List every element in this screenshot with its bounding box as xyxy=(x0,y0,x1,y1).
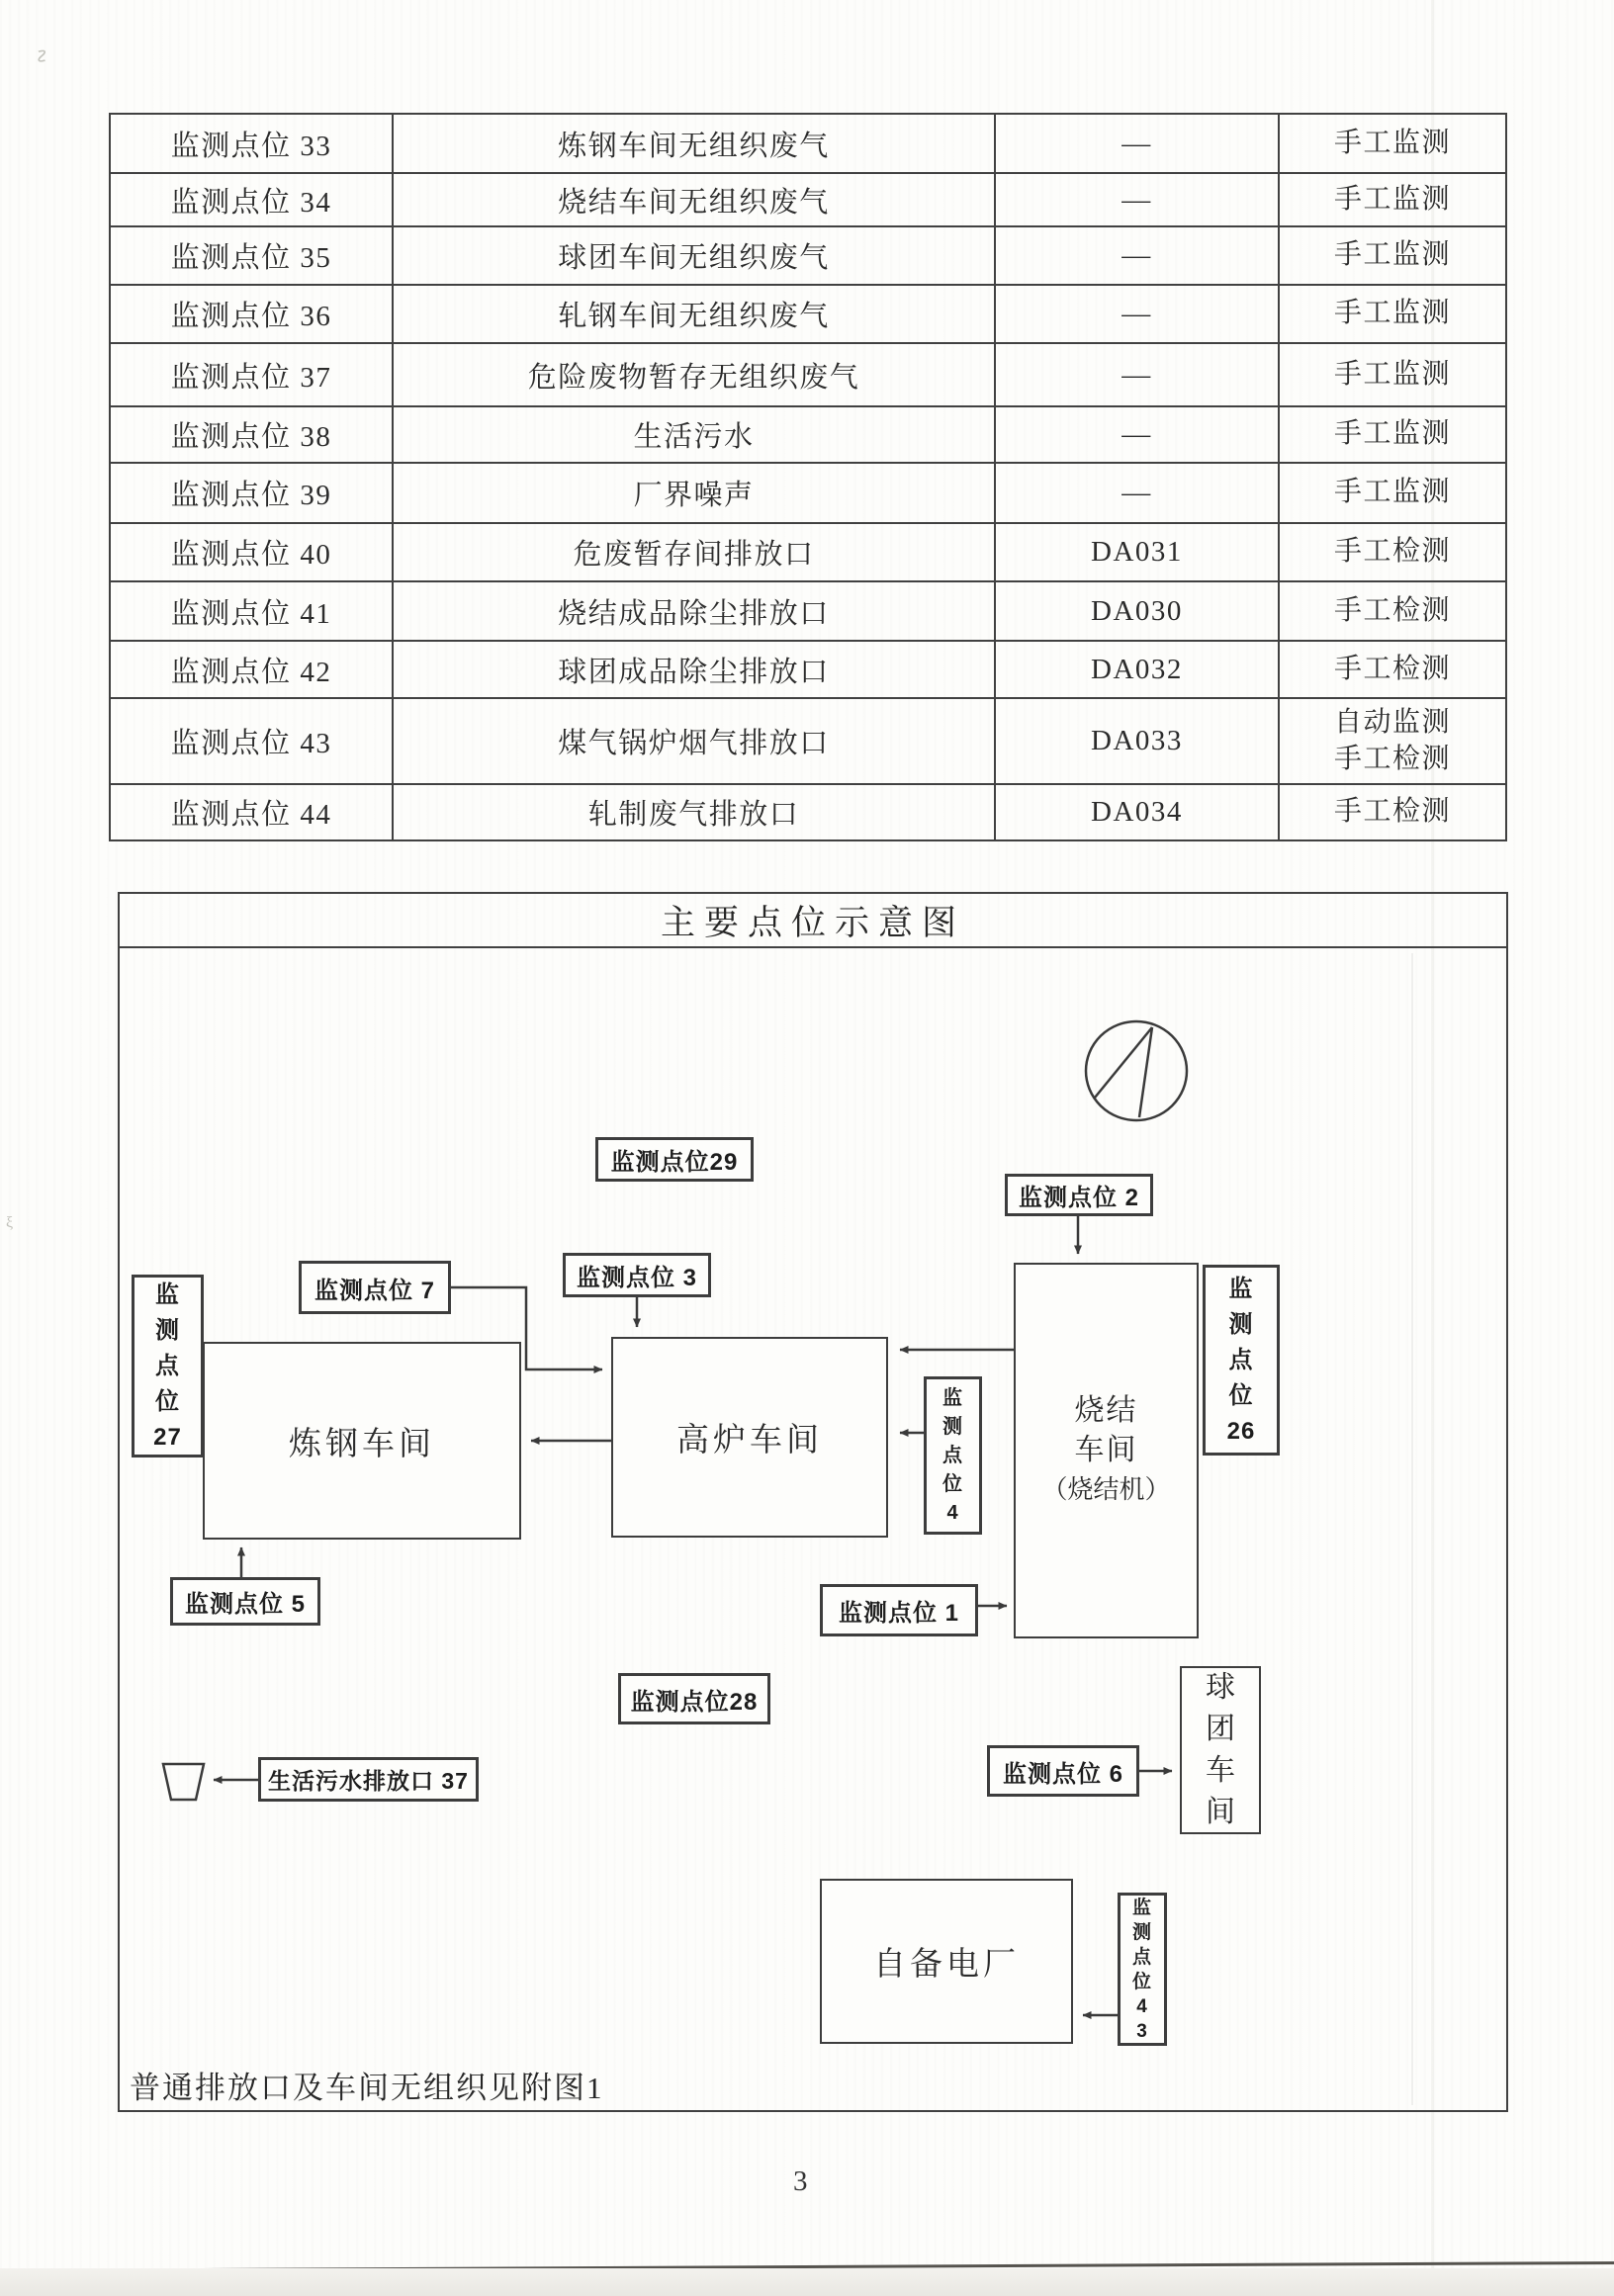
workshop-liangang-label: 炼钢车间 xyxy=(289,1426,435,1462)
diagram-title: 主要点位示意图 xyxy=(120,894,1506,948)
cell-desc: 球团成品除尘排放口 xyxy=(393,641,995,698)
cell-code: — xyxy=(995,285,1279,343)
cell-method: 手工监测 xyxy=(1279,173,1506,226)
cell-desc: 危险废物暂存无组织废气 xyxy=(393,343,995,406)
cell-code: DA034 xyxy=(995,784,1279,840)
label-line: 车 xyxy=(1206,1754,1235,1787)
scan-edge-shade xyxy=(0,2268,1614,2296)
cell-code: DA030 xyxy=(995,581,1279,641)
cell-desc: 烧结车间无组织废气 xyxy=(393,173,995,226)
label-line: 团 xyxy=(1206,1713,1235,1745)
label-point-5: 监测点位 5 xyxy=(170,1577,320,1626)
workshop-liangang xyxy=(203,1342,521,1540)
cell-code: — xyxy=(995,406,1279,463)
cell-desc: 球团车间无组织废气 xyxy=(393,226,995,285)
cell-desc: 炼钢车间无组织废气 xyxy=(393,114,995,173)
label-line: 间 xyxy=(1206,1796,1235,1828)
table-body xyxy=(110,114,1506,840)
label-line: 点 xyxy=(942,1444,963,1466)
label-point-6: 监测点位 6 xyxy=(987,1745,1139,1797)
cell-method: 手工检测 xyxy=(1279,581,1506,641)
cell-code: — xyxy=(995,343,1279,406)
label-point-43 xyxy=(1118,1893,1167,2046)
scan-artifact: ξ xyxy=(6,1214,14,1231)
page-number: 3 xyxy=(793,2165,808,2197)
workshop-gaolu xyxy=(611,1337,888,1538)
table-row xyxy=(110,173,1506,226)
label-line: 27 xyxy=(153,1423,182,1451)
label-line: 位 xyxy=(942,1472,963,1495)
label-line: 监 xyxy=(1228,1275,1254,1302)
label-line: 车间 xyxy=(1074,1434,1138,1466)
label-line: 测 xyxy=(155,1316,180,1344)
cell-point: 监测点位 42 xyxy=(110,641,393,698)
cell-point: 监测点位 38 xyxy=(110,406,393,463)
cell-point: 监测点位 40 xyxy=(110,523,393,581)
label-line: 监 xyxy=(155,1280,180,1308)
cell-method: 手工检测 xyxy=(1279,523,1506,581)
label-line: 4 xyxy=(1136,1995,1148,2017)
cell-code: DA031 xyxy=(995,523,1279,581)
table-row xyxy=(110,406,1506,463)
label-point-26 xyxy=(1203,1265,1280,1456)
label-point-2: 监测点位 2 xyxy=(1005,1174,1153,1216)
label-point-28: 监测点位28 xyxy=(618,1673,770,1724)
label-line: 4 xyxy=(946,1501,959,1524)
cell-point: 监测点位 34 xyxy=(110,173,393,226)
label-point-3: 监测点位 3 xyxy=(563,1253,711,1297)
label-point-1: 监测点位 1 xyxy=(820,1584,978,1636)
cell-point: 监测点位 37 xyxy=(110,343,393,406)
cell-code: — xyxy=(995,463,1279,523)
cell-method: 手工监测 xyxy=(1279,114,1506,173)
cell-desc: 煤气锅炉烟气排放口 xyxy=(393,698,995,784)
table-row xyxy=(110,343,1506,406)
table-row xyxy=(110,285,1506,343)
label-line: 3 xyxy=(1136,2020,1148,2042)
label-point-7: 监测点位 7 xyxy=(299,1261,451,1314)
workshop-gaolu-label: 高炉车间 xyxy=(676,1423,823,1458)
label-point-29: 监测点位29 xyxy=(595,1137,754,1182)
table-row xyxy=(110,523,1506,581)
cell-point: 监测点位 35 xyxy=(110,226,393,285)
label-line: 烧结 xyxy=(1074,1394,1138,1427)
cell-method: 手工检测 xyxy=(1279,784,1506,840)
cell-point: 监测点位 33 xyxy=(110,114,393,173)
cell-code: — xyxy=(995,173,1279,226)
label-line: 位 xyxy=(1131,1971,1152,1992)
label-line: 测 xyxy=(1131,1921,1152,1943)
cell-method: 手工监测 xyxy=(1279,463,1506,523)
cell-point: 监测点位 41 xyxy=(110,581,393,641)
cell-desc: 危废暂存间排放口 xyxy=(393,523,995,581)
cell-desc: 轧钢车间无组织废气 xyxy=(393,285,995,343)
cell-method: 手工监测 xyxy=(1279,343,1506,406)
scan-artifact: ∿ xyxy=(28,44,55,69)
monitoring-points-table xyxy=(109,113,1507,841)
table-row xyxy=(110,641,1506,698)
cell-method: 手工检测 xyxy=(1279,641,1506,698)
cell-desc: 厂界噪声 xyxy=(393,463,995,523)
label-line: 位 xyxy=(155,1387,180,1415)
label-point-37: 生活污水排放口 37 xyxy=(258,1757,479,1802)
cell-code: DA033 xyxy=(995,698,1279,784)
cell-desc: 烧结成品除尘排放口 xyxy=(393,581,995,641)
table-row xyxy=(110,698,1506,784)
label-line: 26 xyxy=(1226,1417,1256,1445)
label-line: 测 xyxy=(1228,1310,1254,1338)
table-row xyxy=(110,581,1506,641)
cell-code: — xyxy=(995,114,1279,173)
label-line: 点 xyxy=(1228,1346,1254,1373)
label-line: 球 xyxy=(1206,1671,1235,1704)
workshop-qiutuan xyxy=(1180,1666,1261,1834)
cell-method: 手工监测 xyxy=(1279,226,1506,285)
label-line: （烧结机） xyxy=(1041,1475,1171,1504)
label-line: 点 xyxy=(1131,1946,1152,1968)
cell-point: 监测点位 43 xyxy=(110,698,393,784)
table-row xyxy=(110,114,1506,173)
label-line: 监 xyxy=(1131,1897,1152,1918)
north-arrow-icon xyxy=(1086,1021,1187,1120)
cell-point: 监测点位 39 xyxy=(110,463,393,523)
label-line: 位 xyxy=(1228,1381,1254,1409)
label-line: 测 xyxy=(942,1415,963,1438)
workshop-zibei-label: 自备电厂 xyxy=(873,1947,1020,1983)
label-point-27 xyxy=(132,1275,204,1457)
table-row xyxy=(110,463,1506,523)
workshop-shaojie xyxy=(1014,1263,1199,1638)
workshop-zibei xyxy=(820,1879,1073,2044)
cell-point: 监测点位 44 xyxy=(110,784,393,840)
cell-code: — xyxy=(995,226,1279,285)
main-points-diagram xyxy=(118,892,1508,2112)
label-point-4 xyxy=(924,1376,982,1535)
cell-desc: 轧制废气排放口 xyxy=(393,784,995,840)
label-line: 点 xyxy=(155,1352,180,1379)
cell-desc: 生活污水 xyxy=(393,406,995,463)
table-row xyxy=(110,226,1506,285)
table-row xyxy=(110,784,1506,840)
cell-method: 手工监测 xyxy=(1279,285,1506,343)
cell-method: 手工监测 xyxy=(1279,406,1506,463)
cell-method: 自动监测 手工检测 xyxy=(1279,698,1506,784)
diagram-note: 普通排放口及车间无组织见附图1 xyxy=(130,2071,604,2105)
cell-code: DA032 xyxy=(995,641,1279,698)
label-line: 监 xyxy=(942,1386,963,1409)
outfall-trapezoid-icon xyxy=(163,1764,204,1800)
cell-point: 监测点位 36 xyxy=(110,285,393,343)
